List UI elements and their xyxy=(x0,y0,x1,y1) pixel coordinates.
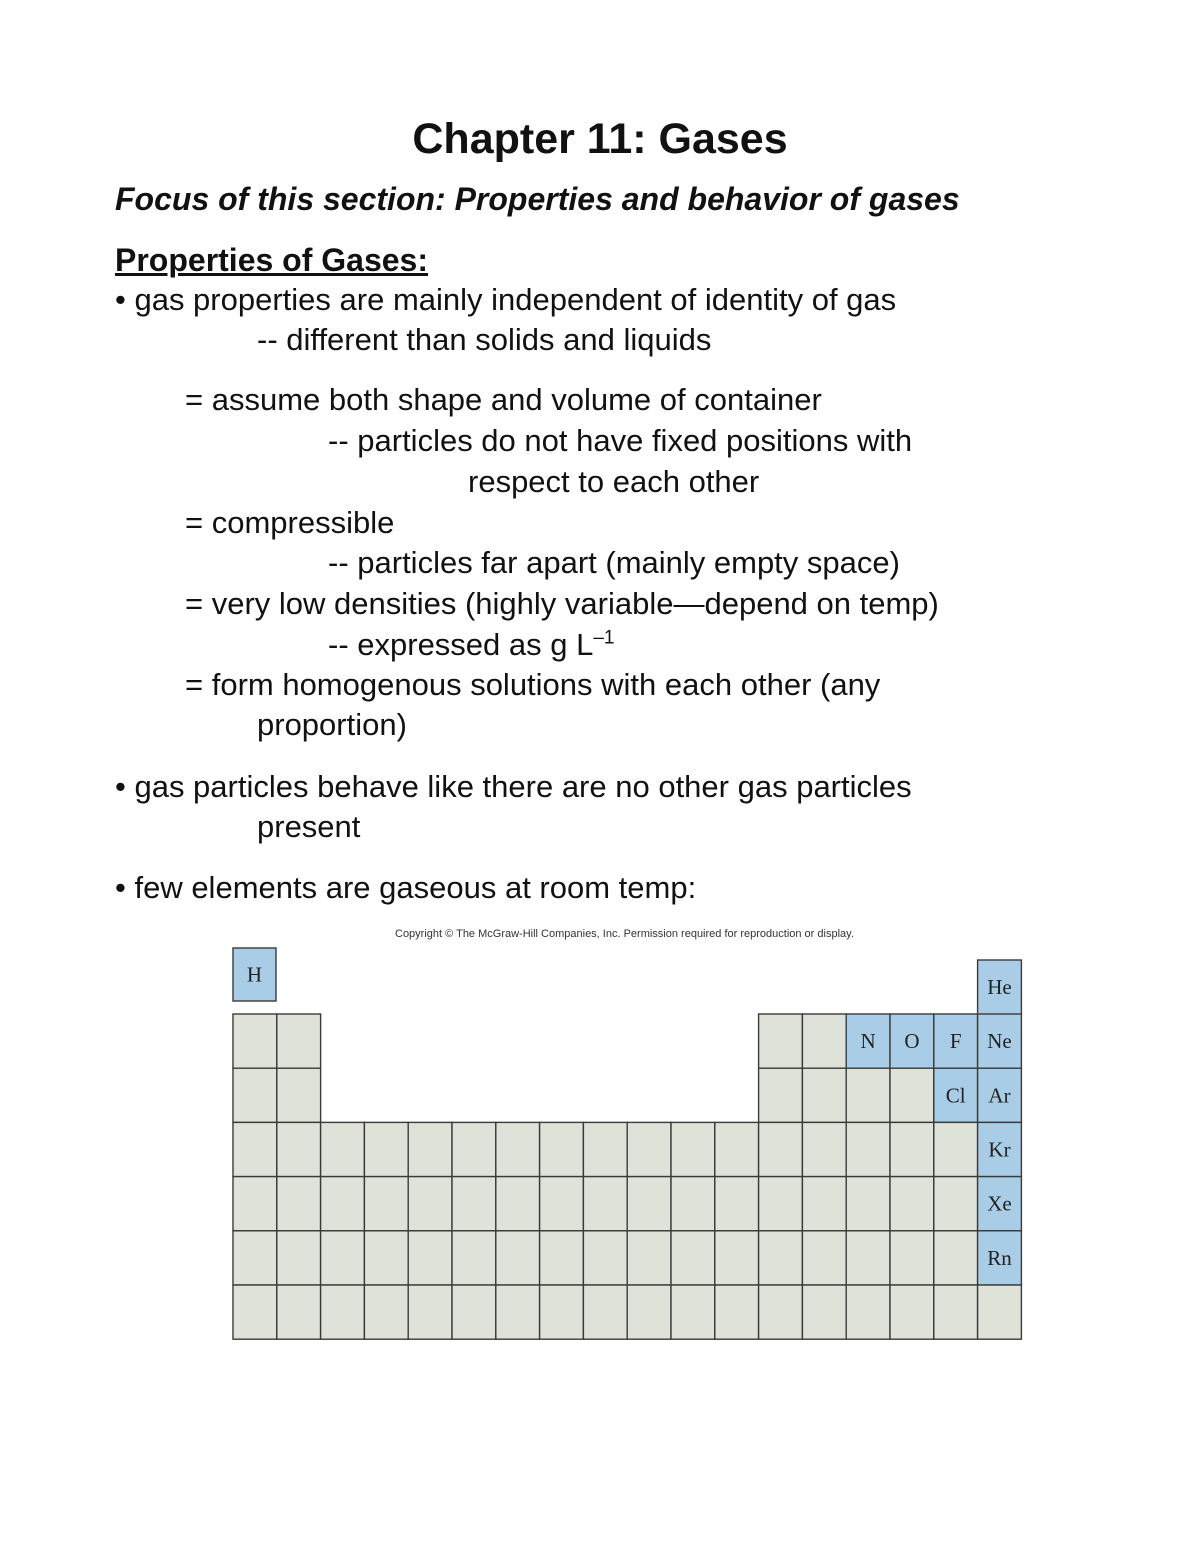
element-cell xyxy=(759,1068,803,1122)
element-cell xyxy=(715,1122,759,1176)
element-cell xyxy=(540,1285,584,1339)
element-cell xyxy=(627,1231,671,1285)
element-symbol: Xe xyxy=(987,1191,1012,1216)
element-cell xyxy=(583,1122,627,1176)
element-cell-rn xyxy=(978,1231,1022,1285)
element-cell xyxy=(233,1285,277,1339)
element-cell xyxy=(452,1231,496,1285)
element-symbol: Rn xyxy=(987,1245,1012,1270)
element-cell xyxy=(321,1231,365,1285)
element-cell xyxy=(540,1177,584,1231)
element-cell xyxy=(583,1285,627,1339)
element-cell xyxy=(496,1231,540,1285)
element-cell xyxy=(627,1122,671,1176)
element-cell xyxy=(802,1285,846,1339)
element-cell xyxy=(496,1122,540,1176)
element-cell xyxy=(890,1177,934,1231)
element-cell xyxy=(846,1177,890,1231)
element-cell xyxy=(277,1068,321,1122)
element-cell xyxy=(496,1285,540,1339)
element-cell xyxy=(802,1014,846,1068)
element-cell xyxy=(759,1231,803,1285)
element-cell xyxy=(802,1177,846,1231)
element-cell xyxy=(846,1068,890,1122)
element-cell xyxy=(277,1014,321,1068)
page-title: Chapter 11: Gases xyxy=(412,115,788,163)
element-cell xyxy=(364,1177,408,1231)
element-cell xyxy=(583,1231,627,1285)
element-cell xyxy=(715,1285,759,1339)
element-cell-f xyxy=(934,1014,978,1068)
element-cell xyxy=(452,1122,496,1176)
property-line-4-cont: proportion) xyxy=(257,707,407,742)
element-cell xyxy=(364,1285,408,1339)
element-cell-o xyxy=(890,1014,934,1068)
element-cell xyxy=(277,1285,321,1339)
element-symbol: O xyxy=(904,1029,920,1054)
element-cell-ar xyxy=(978,1068,1022,1122)
element-symbol: N xyxy=(860,1029,876,1054)
element-cell xyxy=(233,1014,277,1068)
sub-line-2: -- particles do not have fixed positions with xyxy=(328,423,913,458)
element-symbol: Kr xyxy=(988,1137,1011,1162)
superscript-exponent: –1 xyxy=(593,627,615,649)
element-cell xyxy=(759,1122,803,1176)
element-cell xyxy=(627,1285,671,1339)
element-symbol: He xyxy=(987,975,1012,1000)
element-cell xyxy=(759,1014,803,1068)
element-cell xyxy=(671,1177,715,1231)
element-cell xyxy=(759,1177,803,1231)
section-heading: Properties of Gases: xyxy=(115,242,428,278)
element-cell-kr xyxy=(978,1122,1022,1176)
focus-statement: Focus of this section: Properties and behavior of gases xyxy=(115,181,960,217)
element-cell xyxy=(233,1231,277,1285)
copyright-notice: Copyright © The McGraw-Hill Companies, Inc. Permission required for reproduction or display. xyxy=(395,928,854,940)
element-cell xyxy=(934,1177,978,1231)
element-cell xyxy=(759,1285,803,1339)
element-cell xyxy=(233,1122,277,1176)
element-symbol: Ne xyxy=(987,1029,1012,1054)
element-cell xyxy=(452,1285,496,1339)
element-symbol: F xyxy=(949,1029,962,1054)
element-cell xyxy=(321,1285,365,1339)
bullet-line-2: • gas particles behave like there are no other gas particles xyxy=(115,769,912,804)
element-cell xyxy=(802,1068,846,1122)
sub-line-2-cont: respect to each other xyxy=(468,464,760,499)
element-cell xyxy=(408,1285,452,1339)
element-cell xyxy=(364,1122,408,1176)
element-cell-h xyxy=(233,948,276,1001)
bullet-line-1: • gas properties are mainly independent of identity of gas xyxy=(115,282,897,317)
element-cell xyxy=(715,1177,759,1231)
element-cell xyxy=(627,1177,671,1231)
element-cell xyxy=(277,1177,321,1231)
element-cell xyxy=(890,1122,934,1176)
element-cell xyxy=(233,1177,277,1231)
element-cell-n xyxy=(846,1014,890,1068)
element-cell xyxy=(540,1231,584,1285)
bullet-line-3: • few elements are gaseous at room temp: xyxy=(115,870,697,905)
element-symbol: H xyxy=(246,962,263,987)
element-cell xyxy=(802,1122,846,1176)
bullet-line-2-cont: present xyxy=(257,809,361,844)
element-cell xyxy=(233,1068,277,1122)
element-cell xyxy=(277,1122,321,1176)
property-line-2: = compressible xyxy=(185,505,395,540)
element-cell xyxy=(540,1122,584,1176)
element-cell xyxy=(846,1122,890,1176)
element-cell xyxy=(496,1177,540,1231)
element-cell xyxy=(408,1122,452,1176)
element-cell xyxy=(277,1231,321,1285)
element-cell-xe xyxy=(978,1177,1022,1231)
element-cell xyxy=(715,1231,759,1285)
element-cell xyxy=(321,1122,365,1176)
sub-line-3: -- particles far apart (mainly empty space) xyxy=(328,545,900,580)
element-cell xyxy=(671,1231,715,1285)
sub-line-1: -- different than solids and liquids xyxy=(257,322,712,357)
element-cell xyxy=(364,1231,408,1285)
element-symbol: Ar xyxy=(988,1083,1011,1108)
element-cell xyxy=(890,1231,934,1285)
element-cell-ne xyxy=(978,1014,1022,1068)
element-cell xyxy=(978,1285,1022,1339)
element-cell xyxy=(934,1122,978,1176)
element-cell xyxy=(583,1177,627,1231)
element-cell xyxy=(671,1285,715,1339)
element-cell-cl xyxy=(934,1068,978,1122)
element-symbol: Cl xyxy=(945,1083,966,1108)
element-cell xyxy=(671,1122,715,1176)
element-cell xyxy=(321,1177,365,1231)
property-line-4: = form homogenous solutions with each other (any xyxy=(185,667,881,702)
element-cell xyxy=(934,1285,978,1339)
element-cell xyxy=(934,1231,978,1285)
property-line-1: = assume both shape and volume of container xyxy=(185,382,822,417)
element-cell xyxy=(452,1177,496,1231)
property-line-3: = very low densities (highly variable—depend on temp) xyxy=(185,586,939,621)
density-units: -- expressed as g L xyxy=(328,627,594,662)
element-cell xyxy=(890,1068,934,1122)
element-cell xyxy=(846,1231,890,1285)
element-cell xyxy=(408,1177,452,1231)
element-cell xyxy=(802,1231,846,1285)
element-cell-he xyxy=(978,960,1022,1014)
element-cell xyxy=(846,1285,890,1339)
element-cell xyxy=(890,1285,934,1339)
element-cell xyxy=(408,1231,452,1285)
